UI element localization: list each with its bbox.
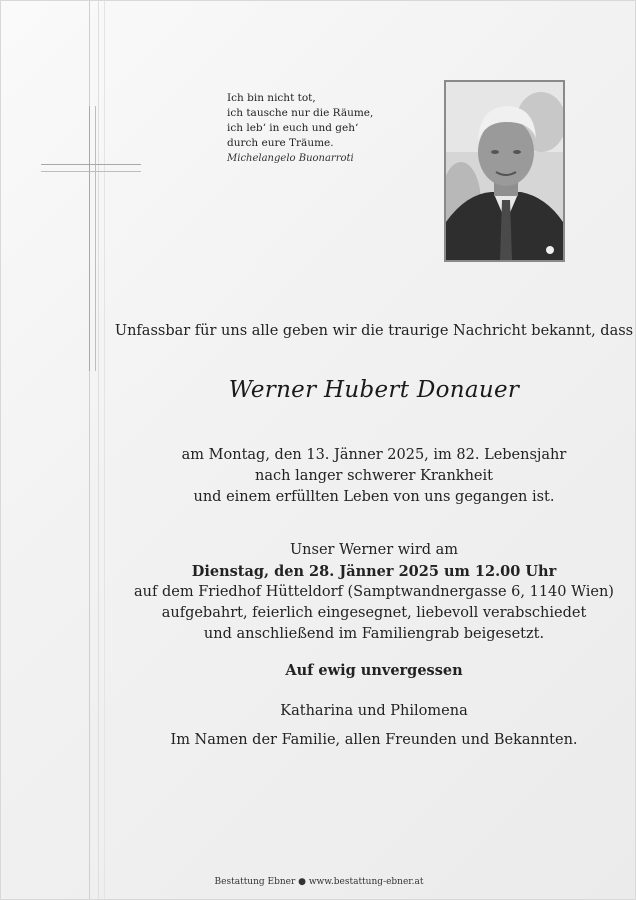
quote-line: ich tausche nur die Räume, xyxy=(227,107,374,119)
signature-names: Katharina und Philomena xyxy=(280,703,468,719)
funeral-paragraph xyxy=(111,540,636,645)
death-line: nach langer schwerer Krankheit xyxy=(255,468,493,484)
death-paragraph xyxy=(111,445,636,508)
funeral-line: auf dem Friedhof Hütteldorf (Samptwandnergasse 6, 1140 Wien) xyxy=(134,584,614,600)
funeral-home-footer: Bestattung Ebner ● www.bestattung-ebner.at xyxy=(214,877,424,887)
quote-author: Michelangelo Buonarroti xyxy=(227,153,354,164)
quote-line: Ich bin nicht tot, xyxy=(227,92,316,104)
funeral-lead: Unser Werner wird am xyxy=(289,542,459,558)
deceased-name: Werner Hubert Donauer xyxy=(228,377,520,403)
quote-line: durch eure Träume. xyxy=(227,137,334,149)
decorative-line xyxy=(104,1,105,899)
portrait-photo xyxy=(444,80,565,262)
closing-line: Auf ewig unvergessen xyxy=(285,662,463,679)
cross-icon-vertical xyxy=(89,106,96,371)
quote-line: ich leb‘ in euch und geh‘ xyxy=(227,122,359,134)
funeral-line: aufgebahrt, feierlich eingesegnet, liebevoll verabschiedet xyxy=(161,605,587,621)
death-line: am Montag, den 13. Jänner 2025, im 82. Lebensjahr xyxy=(181,447,567,463)
death-line: und einem erfüllten Leben von uns gegangen ist. xyxy=(193,489,555,505)
cross-icon-horizontal xyxy=(41,164,141,172)
memorial-quote xyxy=(227,91,373,166)
funeral-line: und anschließend im Familiengrab beigesetzt. xyxy=(203,626,545,642)
intro-text: Unfassbar für uns alle geben wir die traurige Nachricht bekannt, dass xyxy=(114,323,634,339)
signature-family: Im Namen der Familie, allen Freunden und Bekannten. xyxy=(170,732,578,748)
funeral-date-time: Dienstag, den 28. Jänner 2025 um 12.00 Uhr xyxy=(191,563,557,580)
decorative-line xyxy=(98,1,99,899)
